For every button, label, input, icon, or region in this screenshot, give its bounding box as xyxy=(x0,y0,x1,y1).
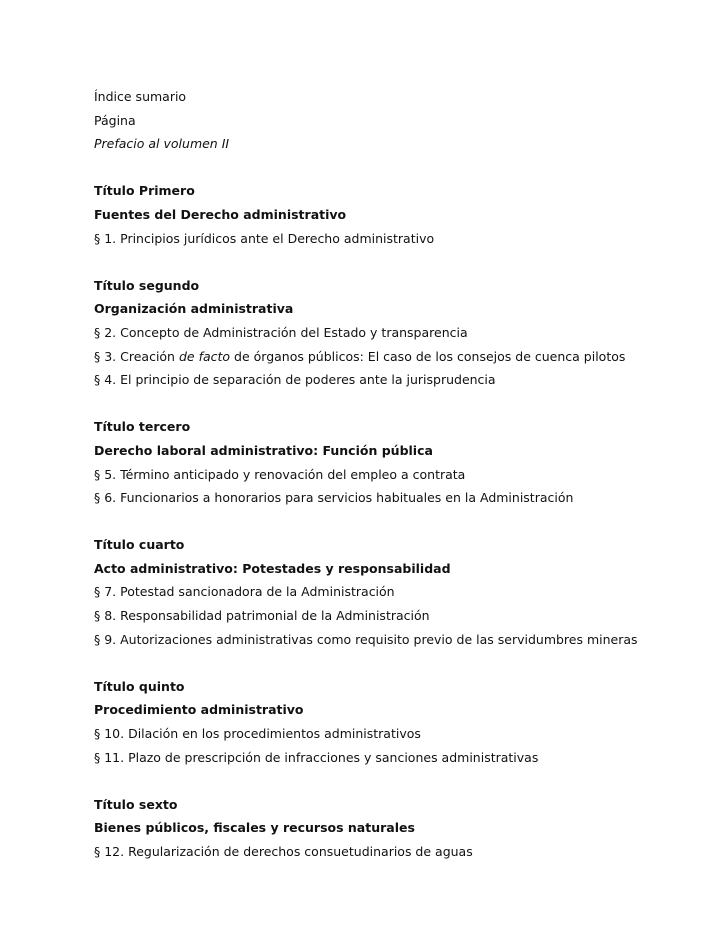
page-label: Página xyxy=(94,112,136,128)
toc-entry-text: de órganos públicos: El caso de los consejos de cuenca pilotos xyxy=(230,348,626,364)
toc-entry[interactable] xyxy=(94,486,687,510)
toc-entry-text: § 6. Funcionarios a honorarios para servicios habituales en la Administración xyxy=(94,490,574,506)
toc-entry-text: § 7. Potestad sancionadora de la Administración xyxy=(94,584,395,600)
toc-entry-text: § 5. Término anticipado y renovación del empleo a contrata xyxy=(94,466,466,482)
section-title: Título segundo xyxy=(94,277,200,293)
section-subtitle: Acto administrativo: Potestades y responsabilidad xyxy=(94,560,451,576)
toc-entry-text: § 4. El principio de separación de poderes ante la jurisprudencia xyxy=(94,372,496,388)
toc-entry[interactable] xyxy=(94,746,687,770)
toc-entry[interactable] xyxy=(94,368,687,392)
toc-entry-text: § 12. Regularización de derechos consuetudinarios de aguas xyxy=(94,844,473,859)
toc-entry-text: § 3. Creación xyxy=(94,348,179,364)
toc-entry[interactable] xyxy=(94,580,687,604)
toc-entry-text: § 8. Responsabilidad patrimonial de la Administración xyxy=(94,608,430,624)
toc-entry-text: § 1. Principios jurídicos ante el Derecho administrativo xyxy=(94,230,435,246)
section-spacer xyxy=(94,392,687,416)
section-spacer xyxy=(94,651,687,675)
toc-entry[interactable] xyxy=(94,722,687,746)
section-spacer xyxy=(94,769,687,793)
toc-entry[interactable] xyxy=(94,321,687,345)
section-subtitle: Derecho laboral administrativo: Función pública xyxy=(94,442,433,458)
section-spacer xyxy=(94,510,687,534)
toc-entry[interactable] xyxy=(94,628,687,652)
section-title: Título quinto xyxy=(94,678,185,694)
section-title: Título tercero xyxy=(94,419,191,435)
toc-entry-text: § 9. Autorizaciones administrativas como requisito previo de las servidumbres mineras xyxy=(94,631,638,647)
section-subtitle: Procedimiento administrativo xyxy=(94,702,304,718)
toc-entry-italic-text: de facto xyxy=(178,348,231,364)
toc-entry[interactable] xyxy=(94,604,687,628)
toc-sections xyxy=(94,156,687,864)
section-title: Título cuarto xyxy=(94,537,185,553)
toc-entry[interactable] xyxy=(94,227,687,251)
toc-entry-text: § 11. Plazo de prescripción de infracciones y sanciones administrativas xyxy=(94,749,539,765)
preface-entry: Prefacio al volumen II xyxy=(94,136,230,152)
toc-entry-text: § 2. Concepto de Administración del Estado y transparencia xyxy=(94,324,468,340)
toc-entry[interactable] xyxy=(94,345,687,369)
index-title: Índice sumario xyxy=(94,89,187,104)
section-spacer xyxy=(94,156,687,180)
section-subtitle: Bienes públicos, fiscales y recursos naturales xyxy=(94,820,415,836)
section-subtitle: Organización administrativa xyxy=(94,301,294,317)
section-subtitle: Fuentes del Derecho administrativo xyxy=(94,206,347,222)
section-title: Título sexto xyxy=(94,796,178,812)
toc-entry-text: § 10. Dilación en los procedimientos administrativos xyxy=(94,726,421,742)
section-title: Título Primero xyxy=(94,183,195,199)
toc-entry[interactable] xyxy=(94,840,687,864)
toc-entry[interactable] xyxy=(94,463,687,487)
section-spacer xyxy=(94,250,687,274)
